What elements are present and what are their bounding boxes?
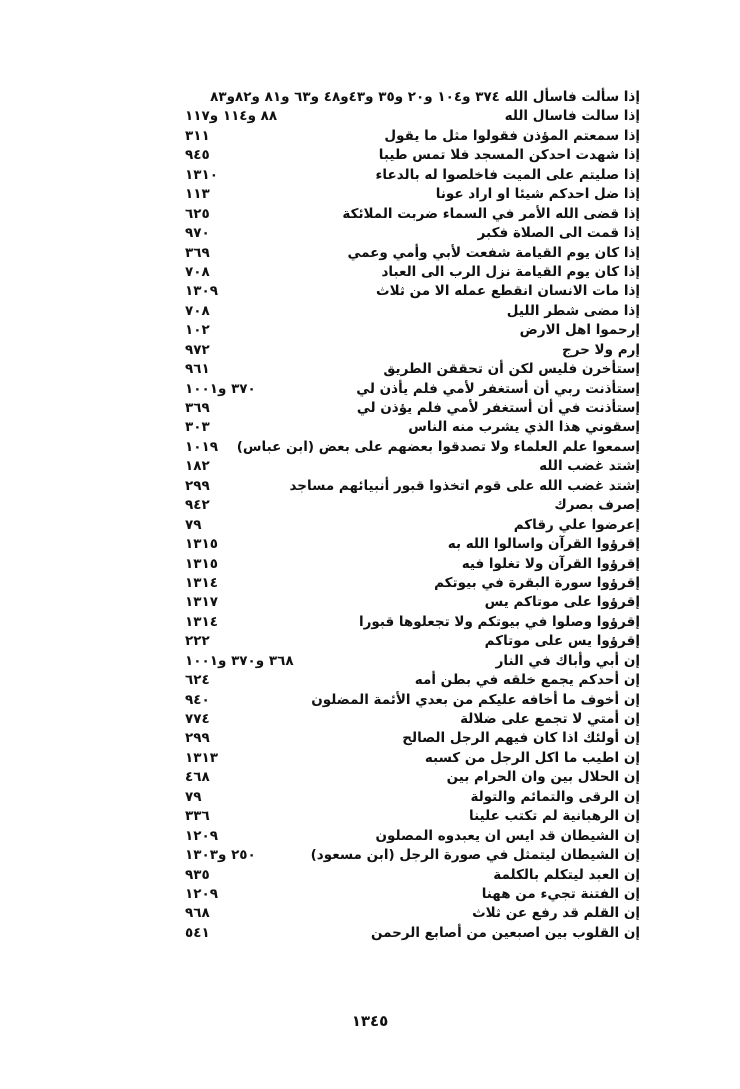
hadith-phrase: إن الشيطان قد ايس ان يعبدوه المصلون [375, 827, 640, 844]
hadith-phrase: إرم ولا حرج [562, 341, 640, 358]
index-entry [185, 827, 640, 846]
hadith-phrase: إقرؤوا وصلوا في بيوتكم ولا تجعلوها قبورا [358, 613, 640, 630]
index-entry [185, 632, 640, 651]
index-entry [185, 652, 640, 671]
hadith-phrase: إن أخوف ما أخافه عليكم من بعدي الأئمة المضلون [311, 691, 640, 708]
hadith-phrase: إذا قضى الله الأمر في السماء ضربت الملائكة [342, 205, 640, 222]
page-reference: ١٢٠٩ [185, 827, 218, 844]
page-reference: ١٣١٣ [185, 749, 218, 766]
index-entry [185, 555, 640, 574]
page-reference: ١٨٢ [185, 458, 210, 475]
page-reference: ٣٧٠ و١٠٠١ [185, 380, 256, 397]
hadith-index-list [185, 88, 640, 943]
index-entry [185, 244, 640, 263]
hadith-phrase: إذا شهدت احدكن المسجد فلا تمس طيبا [378, 147, 640, 164]
hadith-phrase: إذا قمت الى الصلاة فكبر [477, 225, 640, 242]
hadith-phrase: إن أولئك اذا كان فيهم الرجل الصالح [402, 730, 640, 747]
page-reference: ٦٢٤ [185, 672, 210, 689]
index-entry [185, 904, 640, 923]
hadith-phrase: إقرؤوا القرآن ولا تغلوا فيه [461, 555, 640, 572]
page-number: ١٣٤٥ [351, 1012, 389, 1030]
hadith-phrase: إعرضوا علي رقاكم [513, 516, 640, 533]
index-entry [185, 574, 640, 593]
page-reference: ٧٠٨ [185, 263, 210, 280]
index-entry [185, 516, 640, 535]
index-entry [185, 127, 640, 146]
index-entry [185, 788, 640, 807]
page-reference: ٦٢٥ [185, 205, 210, 222]
hadith-phrase: إشتد غضب الله على قوم اتخذوا قبور أنبيائهم مساجد [289, 477, 640, 494]
page-reference: ٩٦١ [185, 361, 210, 378]
index-entry [185, 399, 640, 418]
page-reference: ٤٦٨ [185, 769, 210, 786]
page-reference: ٩٤٥ [185, 147, 210, 164]
page-reference: ١٣١٠ [185, 166, 218, 183]
index-entry [185, 205, 640, 224]
index-entry [185, 438, 640, 457]
page-reference: ٥٤١ [185, 924, 210, 941]
page-reference: ١٣١٥ [185, 555, 218, 572]
page-reference: ٩٦٨ [185, 905, 210, 922]
index-entry [185, 613, 640, 632]
index-entry [185, 263, 640, 282]
page-reference: ٣٦٩ [185, 244, 210, 261]
page-reference: ٣٦٩ [185, 400, 210, 416]
hadith-phrase: إذا صليتم على الميت فاخلصوا له بالدعاء [375, 166, 640, 183]
hadith-phrase: إستأخرن فليس لكن أن تحققن الطريق [383, 361, 640, 378]
index-entry [185, 671, 640, 690]
hadith-phrase: إن الرهبانية لم تكتب علينا [469, 808, 640, 825]
page-reference: ٧٠٨ [185, 302, 210, 319]
hadith-phrase: إشتد غضب الله [539, 458, 640, 475]
hadith-phrase: إن أبي وأباك في النار [495, 652, 640, 669]
page-reference: ٩٣٥ [185, 866, 210, 883]
page-reference: ٣٣٦ [185, 808, 210, 825]
hadith-phrase: إقرؤوا على موتاكم يس [484, 594, 640, 611]
index-entry [185, 846, 640, 865]
page-reference: ٢٩٩ [185, 730, 210, 747]
page-reference: ٣٠٣ [185, 419, 210, 436]
hadith-phrase: إن العبد ليتكلم بالكلمة [493, 866, 640, 883]
page-reference: ١٠١٩ [185, 438, 218, 455]
page-reference: ٢٥٠ و١٣٠٣ [185, 847, 256, 864]
index-entry [185, 360, 640, 379]
index-entry [185, 302, 640, 321]
page-reference: ٧٩ [185, 788, 202, 805]
index-entry [185, 866, 640, 885]
hadith-phrase: إن أحدكم يجمع خلقه في بطن أمه [414, 672, 640, 689]
hadith-phrase: إسمعوا علم العلماء ولا تصدقوا بعضهم على بعض (ابن عباس) [236, 438, 640, 455]
index-entry [185, 477, 640, 496]
hadith-phrase: إذا سمعتم المؤذن فقولوا مثل ما يقول [384, 127, 640, 144]
hadith-phrase: إذا سألت فاسأل الله ٣٧٤ و١٠٤ و٢٠ و٣٥ و٤٣و٤٨ و٦٣ و٨١ و٨٢و٨٣ [210, 89, 640, 105]
hadith-phrase: إستأذنت في أن أستغفر لأمي فلم يؤذن لي [356, 400, 640, 416]
hadith-phrase: إرحموا اهل الارض [519, 322, 640, 339]
hadith-phrase: إن أمتي لا تجمع على ضلالة [460, 711, 640, 727]
page-reference: ٩٧٢ [185, 341, 210, 358]
page-reference: ١١٣ [185, 186, 210, 203]
page-reference: ٩٧٠ [185, 225, 210, 242]
hadith-phrase: إذا مات الانسان انقطع عمله الا من ثلاث [376, 283, 640, 300]
index-entry [185, 807, 640, 826]
index-entry [185, 185, 640, 204]
hadith-phrase: إذا كان يوم القيامة نزل الرب الى العباد [381, 263, 640, 280]
page-reference: ٧٧٤ [185, 711, 210, 727]
page-reference: ١٣١٧ [185, 594, 218, 611]
hadith-phrase: إقرؤوا يس على موتاكم [484, 633, 640, 650]
hadith-phrase: إن القلوب بين اصبعين من أصابع الرحمن [370, 924, 640, 941]
hadith-phrase: إن الرقى والتمائم والتولة [470, 788, 640, 805]
page-reference: ١٣٠٩ [185, 283, 218, 300]
index-entry [185, 88, 640, 107]
page-reference: ١٣١٥ [185, 536, 218, 553]
hadith-phrase: إستأذنت ربي أن أستغفر لأمي فلم يأذن لي [356, 380, 640, 397]
hadith-phrase: إن القلم قد رفع عن ثلاث [472, 905, 640, 922]
hadith-phrase: إسقوني هذا الذي يشرب منه الناس [408, 419, 640, 436]
index-entry [185, 496, 640, 515]
page-reference: ١٢٠٩ [185, 885, 218, 902]
page-reference: ٩٤٠ [185, 691, 210, 708]
index-entry [185, 341, 640, 360]
hadith-phrase: إذا كان يوم القيامة شفعت لأبي وأمي وعمي [347, 244, 640, 261]
index-entry [185, 535, 640, 554]
hadith-phrase: إذا ضل احدكم شيئا او اراد عونا [435, 186, 640, 203]
index-entry [185, 924, 640, 943]
hadith-phrase: إصرف بصرك [554, 497, 640, 514]
index-entry [185, 457, 640, 476]
page-reference: ٩٤٢ [185, 497, 210, 514]
index-entry [185, 885, 640, 904]
index-entry [185, 224, 640, 243]
page-reference: ٧٩ [185, 516, 202, 533]
index-entry [185, 749, 640, 768]
page-reference: ١٠٢ [185, 322, 210, 339]
hadith-phrase: إقرؤوا القرآن واسالوا الله به [447, 536, 640, 553]
index-entry [185, 729, 640, 748]
hadith-phrase: إن الشيطان ليتمثل في صورة الرجل (ابن مسعود) [310, 847, 640, 864]
index-entry [185, 418, 640, 437]
index-entry [185, 321, 640, 340]
index-entry [185, 166, 640, 185]
hadith-phrase: إقرؤوا سورة البقرة في بيوتكم [434, 574, 640, 591]
index-entry [185, 282, 640, 301]
hadith-phrase: إن الفتنة تجيء من ههنا [481, 885, 640, 902]
page-reference: ٣٦٨ و٣٧٠ و١٠٠١ [185, 652, 294, 669]
index-entry [185, 710, 640, 729]
index-entry [185, 146, 640, 165]
index-entry [185, 593, 640, 612]
index-entry [185, 107, 640, 126]
page-reference: ٢٩٩ [185, 477, 210, 494]
page-reference: ٢٢٢ [185, 633, 210, 650]
page-reference: ١٣١٤ [185, 574, 218, 591]
index-entry [185, 691, 640, 710]
hadith-phrase: إذا مضى شطر الليل [506, 302, 640, 319]
hadith-phrase: إن اطيب ما اكل الرجل من كسبه [424, 749, 640, 766]
hadith-phrase: إن الحلال بين وان الحرام بين [446, 769, 640, 786]
page-reference: ٣١١ [185, 127, 210, 144]
index-entry [185, 380, 640, 399]
page-reference: ٨٨ و١١٤ و١١٧ [185, 108, 278, 125]
index-entry [185, 768, 640, 787]
hadith-phrase: إذا سالت فاسال الله [504, 108, 640, 125]
page-reference: ١٣١٤ [185, 613, 218, 630]
